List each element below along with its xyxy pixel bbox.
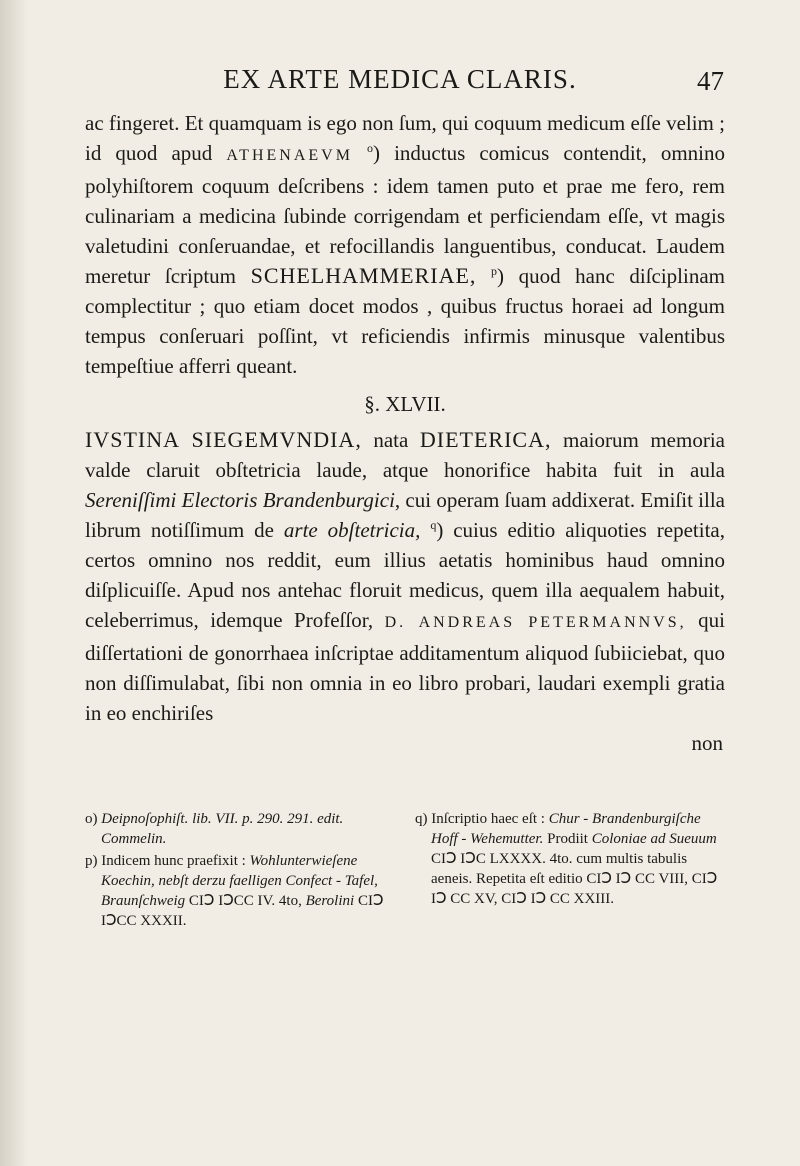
page-number: 47 bbox=[697, 66, 724, 96]
footnote-column-right bbox=[415, 809, 725, 933]
running-title: EX ARTE MEDICA CLARIS. bbox=[223, 64, 577, 94]
paragraph-1: ac fingeret. Et quamquam is ego non ſum, qui coquum medicum eſſe velim ; id quod apud ATHENAEVM $^o$) inductus comicus contendit, omnino polyhiſtorem coquum deſcribens : idem tamen puto et prae me fero, rem culinariam a medicina ſubinde corrigendam et perficiendam eſſe, vt magis valetudini conſeruandae, et refocillandis languentibus, conducat. Laudem meretur ſcriptum SCHELHAMMERIAE, $^p$) quod hanc diſciplinam complectitur ; quo etiam docet modos , quibus fructus horaei ad longum tempus conſeruari poſſint, vt reficiendis infirmis minusque valentibus tempeſtiue afferri queant. bbox=[85, 111, 726, 378]
author-name: D. ANDREAS PETERMANNVS, bbox=[384, 614, 687, 631]
section-heading: §. XLVII. bbox=[364, 392, 446, 416]
footnotes bbox=[85, 809, 725, 933]
footnote-o: o) Deipnoſophiſt. lib. VII. p. 290. 291. edit. Commelin. bbox=[85, 811, 344, 847]
footnote-ref-p: p bbox=[491, 264, 498, 278]
author-name: ATHENAEVM bbox=[226, 147, 353, 164]
footnote-p: p) Indicem hunc praefixit : Wohlunterwieſene Koechin, nebſt derzu faelligen Confect - Tafel, Braunſchweig CIↃ IↃCC IV. 4to, Berolini CIↃ IↃCC XXXII. bbox=[85, 853, 384, 929]
footnote-q: q) Inſcriptio haec eſt : Chur - Brandenburgiſche Hoff - Wehemutter. Prodiit Coloniae ad Sueuum CIↃ IↃC LXXXX. 4to. cum multis tabulis aeneis. Repetita eſt editio CIↃ IↃ CC VIII, CIↃ IↃ CC XV, CIↃ IↃ CC XXIII. bbox=[415, 811, 718, 907]
author-name: DIETERICA, bbox=[419, 427, 552, 452]
italic-title: arte obſtetricia, bbox=[283, 518, 421, 542]
footnote-column-left bbox=[85, 809, 395, 933]
italic-phrase: Sereniſſimi Electoris Brandenburgici bbox=[85, 488, 395, 512]
paragraph-2: IVSTINA SIEGEMVNDIA, nata DIETERICA, maiorum memoria valde claruit obſtetricia laude, atque honorifice habita fuit in aula Sereniſſimi Electoris Brandenburgici, cui operam ſuam addixerat. Emiſit illa librum notiſſimum de arte obſtetricia, $^q$) cuius editio aliquoties repetita, certos omnino nos reddit, eum illius aetatis hominibus haud omnino diſplicuiſſe. Apud nos antehac floruit medicus, quem illa aequalem habuit, celeberrimus, idemque Profeſſor, D. ANDREAS PETERMANNVS, qui diſſertationi de gonorrhaea inſcriptae additamentum aliquod ſubiiciebat, quo non diſſimulabat, ſibi non omnia in eo libro probari, laudari exempli gratia in eo enchiriſes bbox=[85, 427, 725, 725]
author-name: SCHELHAMMERIAE, bbox=[250, 263, 477, 288]
catchword: non bbox=[691, 731, 723, 755]
footnote-ref-o: o bbox=[367, 141, 374, 155]
author-name: IVSTINA SIEGEMVNDIA, bbox=[85, 427, 362, 452]
binding-shadow bbox=[0, 0, 28, 1166]
footnote-ref-q: q bbox=[430, 518, 437, 532]
page-header bbox=[0, 64, 800, 104]
main-text bbox=[85, 108, 725, 758]
